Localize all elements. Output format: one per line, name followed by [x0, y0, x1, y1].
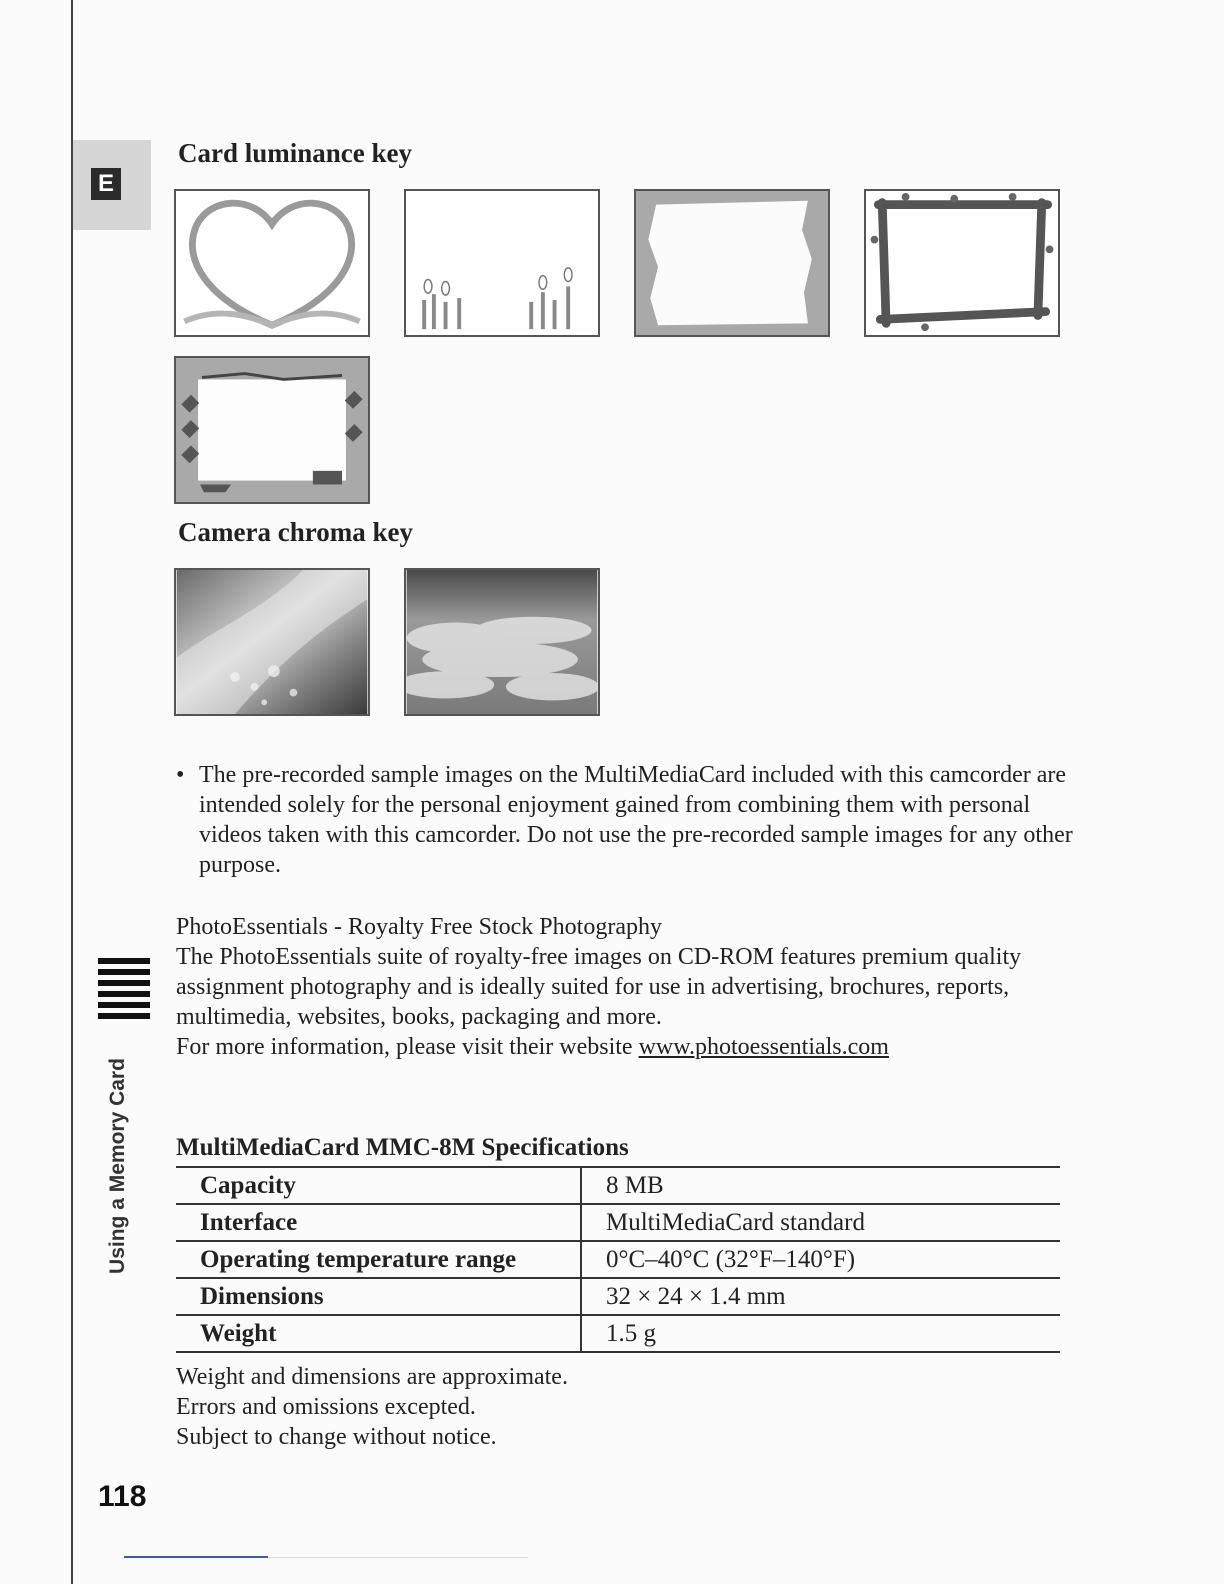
section-label: Using a Memory Card: [106, 1058, 129, 1274]
sample-images-notice: [176, 760, 1076, 880]
table-row: [176, 1241, 1060, 1278]
spec-label: Weight: [176, 1315, 581, 1352]
more-info-text: For more information, please visit their website: [176, 1034, 639, 1060]
heart-frame-thumbnail: [174, 189, 370, 337]
spec-value: MultiMediaCard standard: [581, 1204, 1060, 1241]
table-row: [176, 1315, 1060, 1352]
spec-label: Operating temperature range: [176, 1241, 581, 1278]
heart-frame-image: [176, 191, 368, 335]
photoessentials-heading: PhotoEssentials - Royalty Free Stock Photography: [176, 914, 662, 940]
bullet-dot: •: [176, 762, 185, 788]
page-number: 118: [98, 1480, 147, 1513]
spec-label: Capacity: [176, 1167, 581, 1204]
clouds-thumbnail: [404, 568, 600, 716]
footer-rule-light: [268, 1557, 528, 1558]
spec-table-title: MultiMediaCard MMC-8M Specifications: [176, 1134, 629, 1161]
ocean-wave-image: [176, 570, 368, 714]
footer-rule: [124, 1556, 268, 1558]
note-line: Weight and dimensions are approximate.: [176, 1364, 568, 1390]
spec-label: Dimensions: [176, 1278, 581, 1315]
spec-notes: [176, 1362, 568, 1452]
photoessentials-block: [176, 912, 1076, 1062]
notice-text: The pre-recorded sample images on the MultiMediaCard included with this camcorder are intended solely for the personal enjoyment gained from combining them with personal videos taken with this camcorder. Do not use the pre-recorded sample images for any other purpose.: [199, 762, 1073, 878]
note-line: Errors and omissions excepted.: [176, 1394, 476, 1420]
section-marker-bars: [98, 958, 150, 1024]
spec-value: 1.5 g: [581, 1315, 1060, 1352]
photoessentials-body: The PhotoEssentials suite of royalty-free images on CD-ROM features premium quality assignment photography and is ideally suited for use in advertising, brochures, reports, multimedia, websites, books, packaging and more.: [176, 944, 1022, 1030]
note-line: Subject to change without notice.: [176, 1424, 497, 1450]
branch-frame-thumbnail: [864, 189, 1060, 337]
language-indicator: E: [91, 168, 121, 200]
brush-frame-thumbnail: [634, 189, 830, 337]
spec-value: 0°C–40°C (32°F–140°F): [581, 1241, 1060, 1278]
table-row: [176, 1167, 1060, 1204]
spec-table: [176, 1166, 1060, 1353]
language-tab: [73, 140, 151, 230]
spec-value: 8 MB: [581, 1167, 1060, 1204]
table-row: [176, 1278, 1060, 1315]
ocean-wave-thumbnail: [174, 568, 370, 716]
photoessentials-more: [176, 1032, 1076, 1062]
gutter-line: [71, 0, 73, 1584]
photoessentials-link[interactable]: www.photoessentials.com: [638, 1034, 889, 1060]
candles-thumbnail: [404, 189, 600, 337]
camera-chroma-title: Camera chroma key: [178, 517, 413, 547]
card-luminance-title: Card luminance key: [178, 138, 413, 168]
travel-frame-thumbnail: [174, 356, 370, 504]
spec-value: 32 × 24 × 1.4 mm: [581, 1278, 1060, 1315]
clouds-image: [406, 570, 598, 714]
branch-frame-image: [866, 191, 1058, 335]
travel-frame-image: [176, 358, 368, 502]
candles-image: [406, 191, 598, 335]
brush-frame-image: [636, 191, 828, 335]
table-row: [176, 1204, 1060, 1241]
spec-label: Interface: [176, 1204, 581, 1241]
